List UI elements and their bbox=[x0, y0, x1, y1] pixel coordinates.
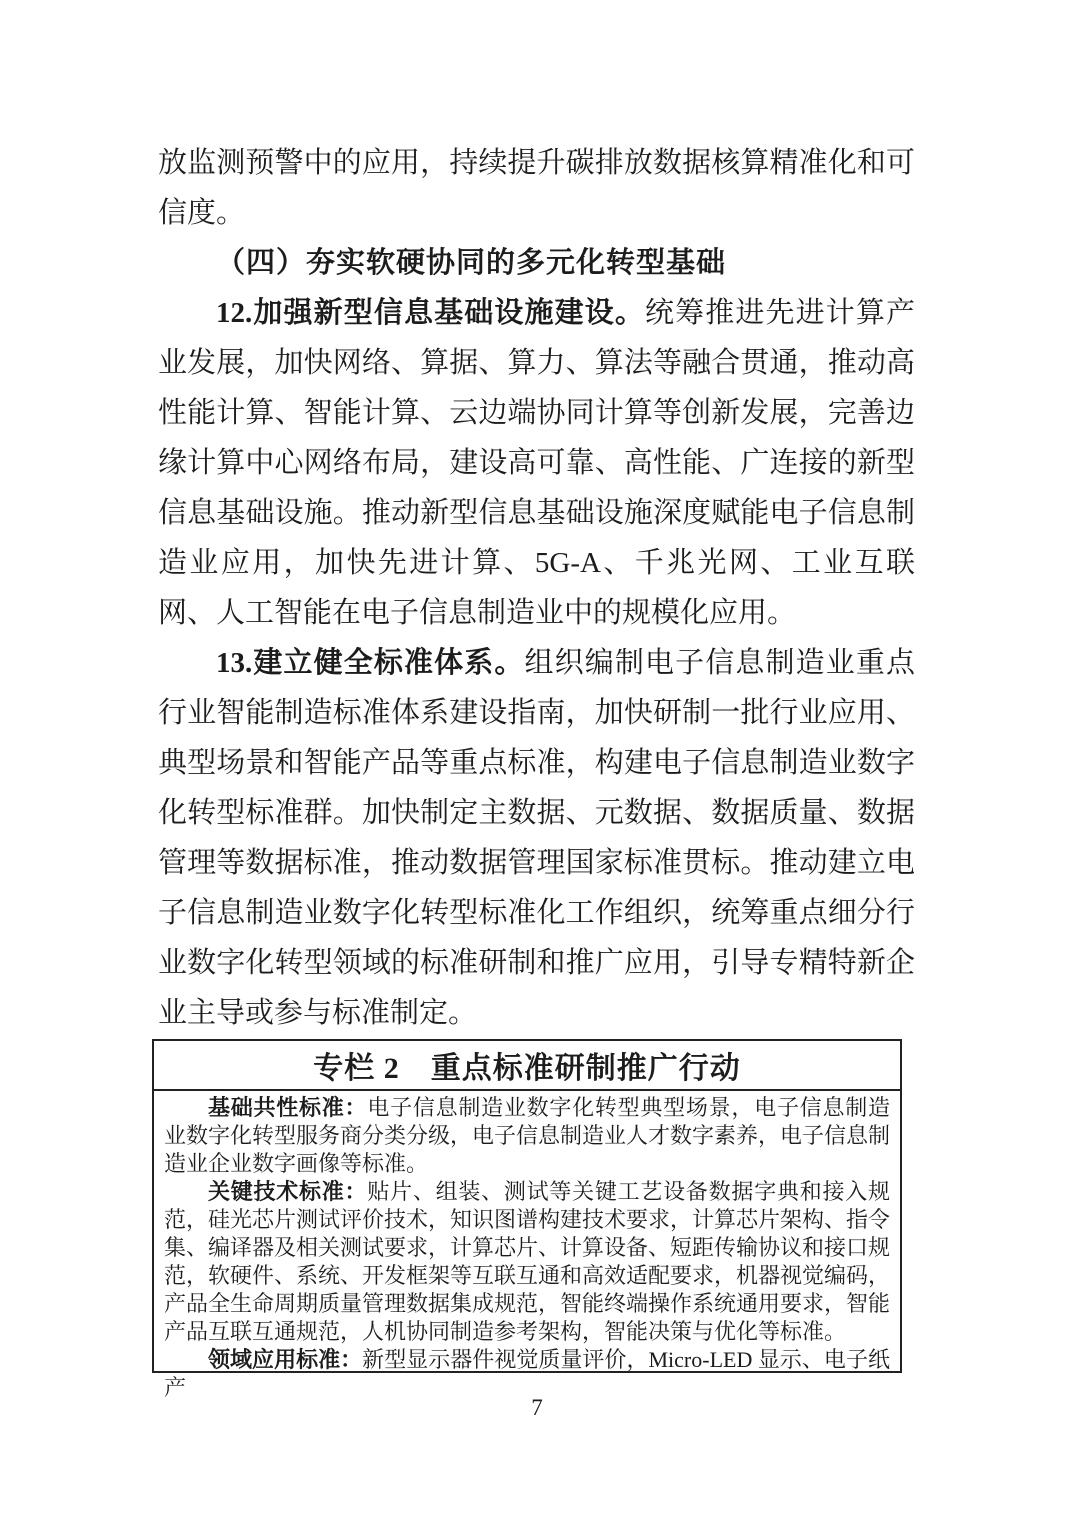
callout-box-body bbox=[154, 1091, 900, 1402]
paragraph-item-13 bbox=[158, 638, 915, 1038]
callout-item-domain-app-standards-text: 新型显示器件视觉质量评价，Micro-LED 显示、电子纸产 bbox=[164, 1347, 890, 1400]
paragraph-item-13-lead: 13.建立健全标准体系。 bbox=[216, 647, 525, 679]
paragraph-item-12-text: 统筹推进先进计算产业发展，加快网络、算据、算力、算法等融合贯通，推动高性能计算、智能计算、云边端协同计算等创新发展，完善边缘计算中心网络布局，建设高可靠、高性能、广连接的新型信息基础设施。推动新型信息基础设施深度赋能电子信息制造业应用，加快先进计算、5G-A、千兆光网、工业互联网、人工智能在电子信息制造业中的规模化应用。 bbox=[158, 297, 915, 629]
callout-item-domain-app-standards bbox=[164, 1346, 890, 1402]
callout-item-key-tech-standards-label: 关键技术标准： bbox=[208, 1179, 368, 1204]
section-heading: （四）夯实软硬协同的多元化转型基础 bbox=[216, 247, 727, 279]
paragraph-item-12 bbox=[158, 288, 915, 638]
callout-item-domain-app-standards-label: 领域应用标准： bbox=[208, 1347, 363, 1372]
callout-item-basic-standards bbox=[164, 1094, 890, 1178]
paragraph-item-13-text: 组织编制电子信息制造业重点行业智能制造标准体系建设指南，加快研制一批行业应用、典型场景和智能产品等重点标准，构建电子信息制造业数字化转型标准群。加快制定主数据、元数据、数据质量、数据管理等数据标准，推动数据管理国家标准贯标。推动建立电子信息制造业数字化转型标准化工作组织，统筹重点细分行业数字化转型领域的标准研制和推广应用，引导专精特新企业主导或参与标准制定。 bbox=[158, 647, 915, 1029]
callout-item-basic-standards-text: 电子信息制造业数字化转型典型场景，电子信息制造业数字化转型服务商分类分级，电子信息制造业人才数字素养，电子信息制造业企业数字画像等标准。 bbox=[164, 1095, 891, 1176]
page-number: 7 bbox=[531, 1395, 543, 1420]
paragraph-continuation: 放监测预警中的应用，持续提升碳排放数据核算精准化和可信度。 bbox=[158, 147, 915, 229]
paragraph-item-12-lead: 12.加强新型信息基础设施建设。 bbox=[216, 297, 645, 329]
document-body bbox=[158, 138, 915, 1038]
callout-box bbox=[152, 1039, 902, 1400]
callout-box-title: 专栏 2 重点标准研制推广行动 bbox=[154, 1041, 900, 1091]
callout-item-key-tech-standards bbox=[164, 1178, 890, 1346]
callout-item-key-tech-standards-text: 贴片、组装、测试等关键工艺设备数据字典和接入规范，硅光芯片测试评价技术，知识图谱构建技术要求，计算芯片架构、指令集、编译器及相关测试要求，计算芯片、计算设备、短距传输协议和接口规范，软硬件、系统、开发框架等互联互通和高效适配要求，机器视觉编码，产品全生命周期质量管理数据集成规范，智能终端操作系统通用要求，智能产品互联互通规范，人机协同制造参考架构，智能决策与优化等标准。 bbox=[164, 1179, 891, 1344]
callout-item-basic-standards-label: 基础共性标准： bbox=[208, 1095, 368, 1120]
